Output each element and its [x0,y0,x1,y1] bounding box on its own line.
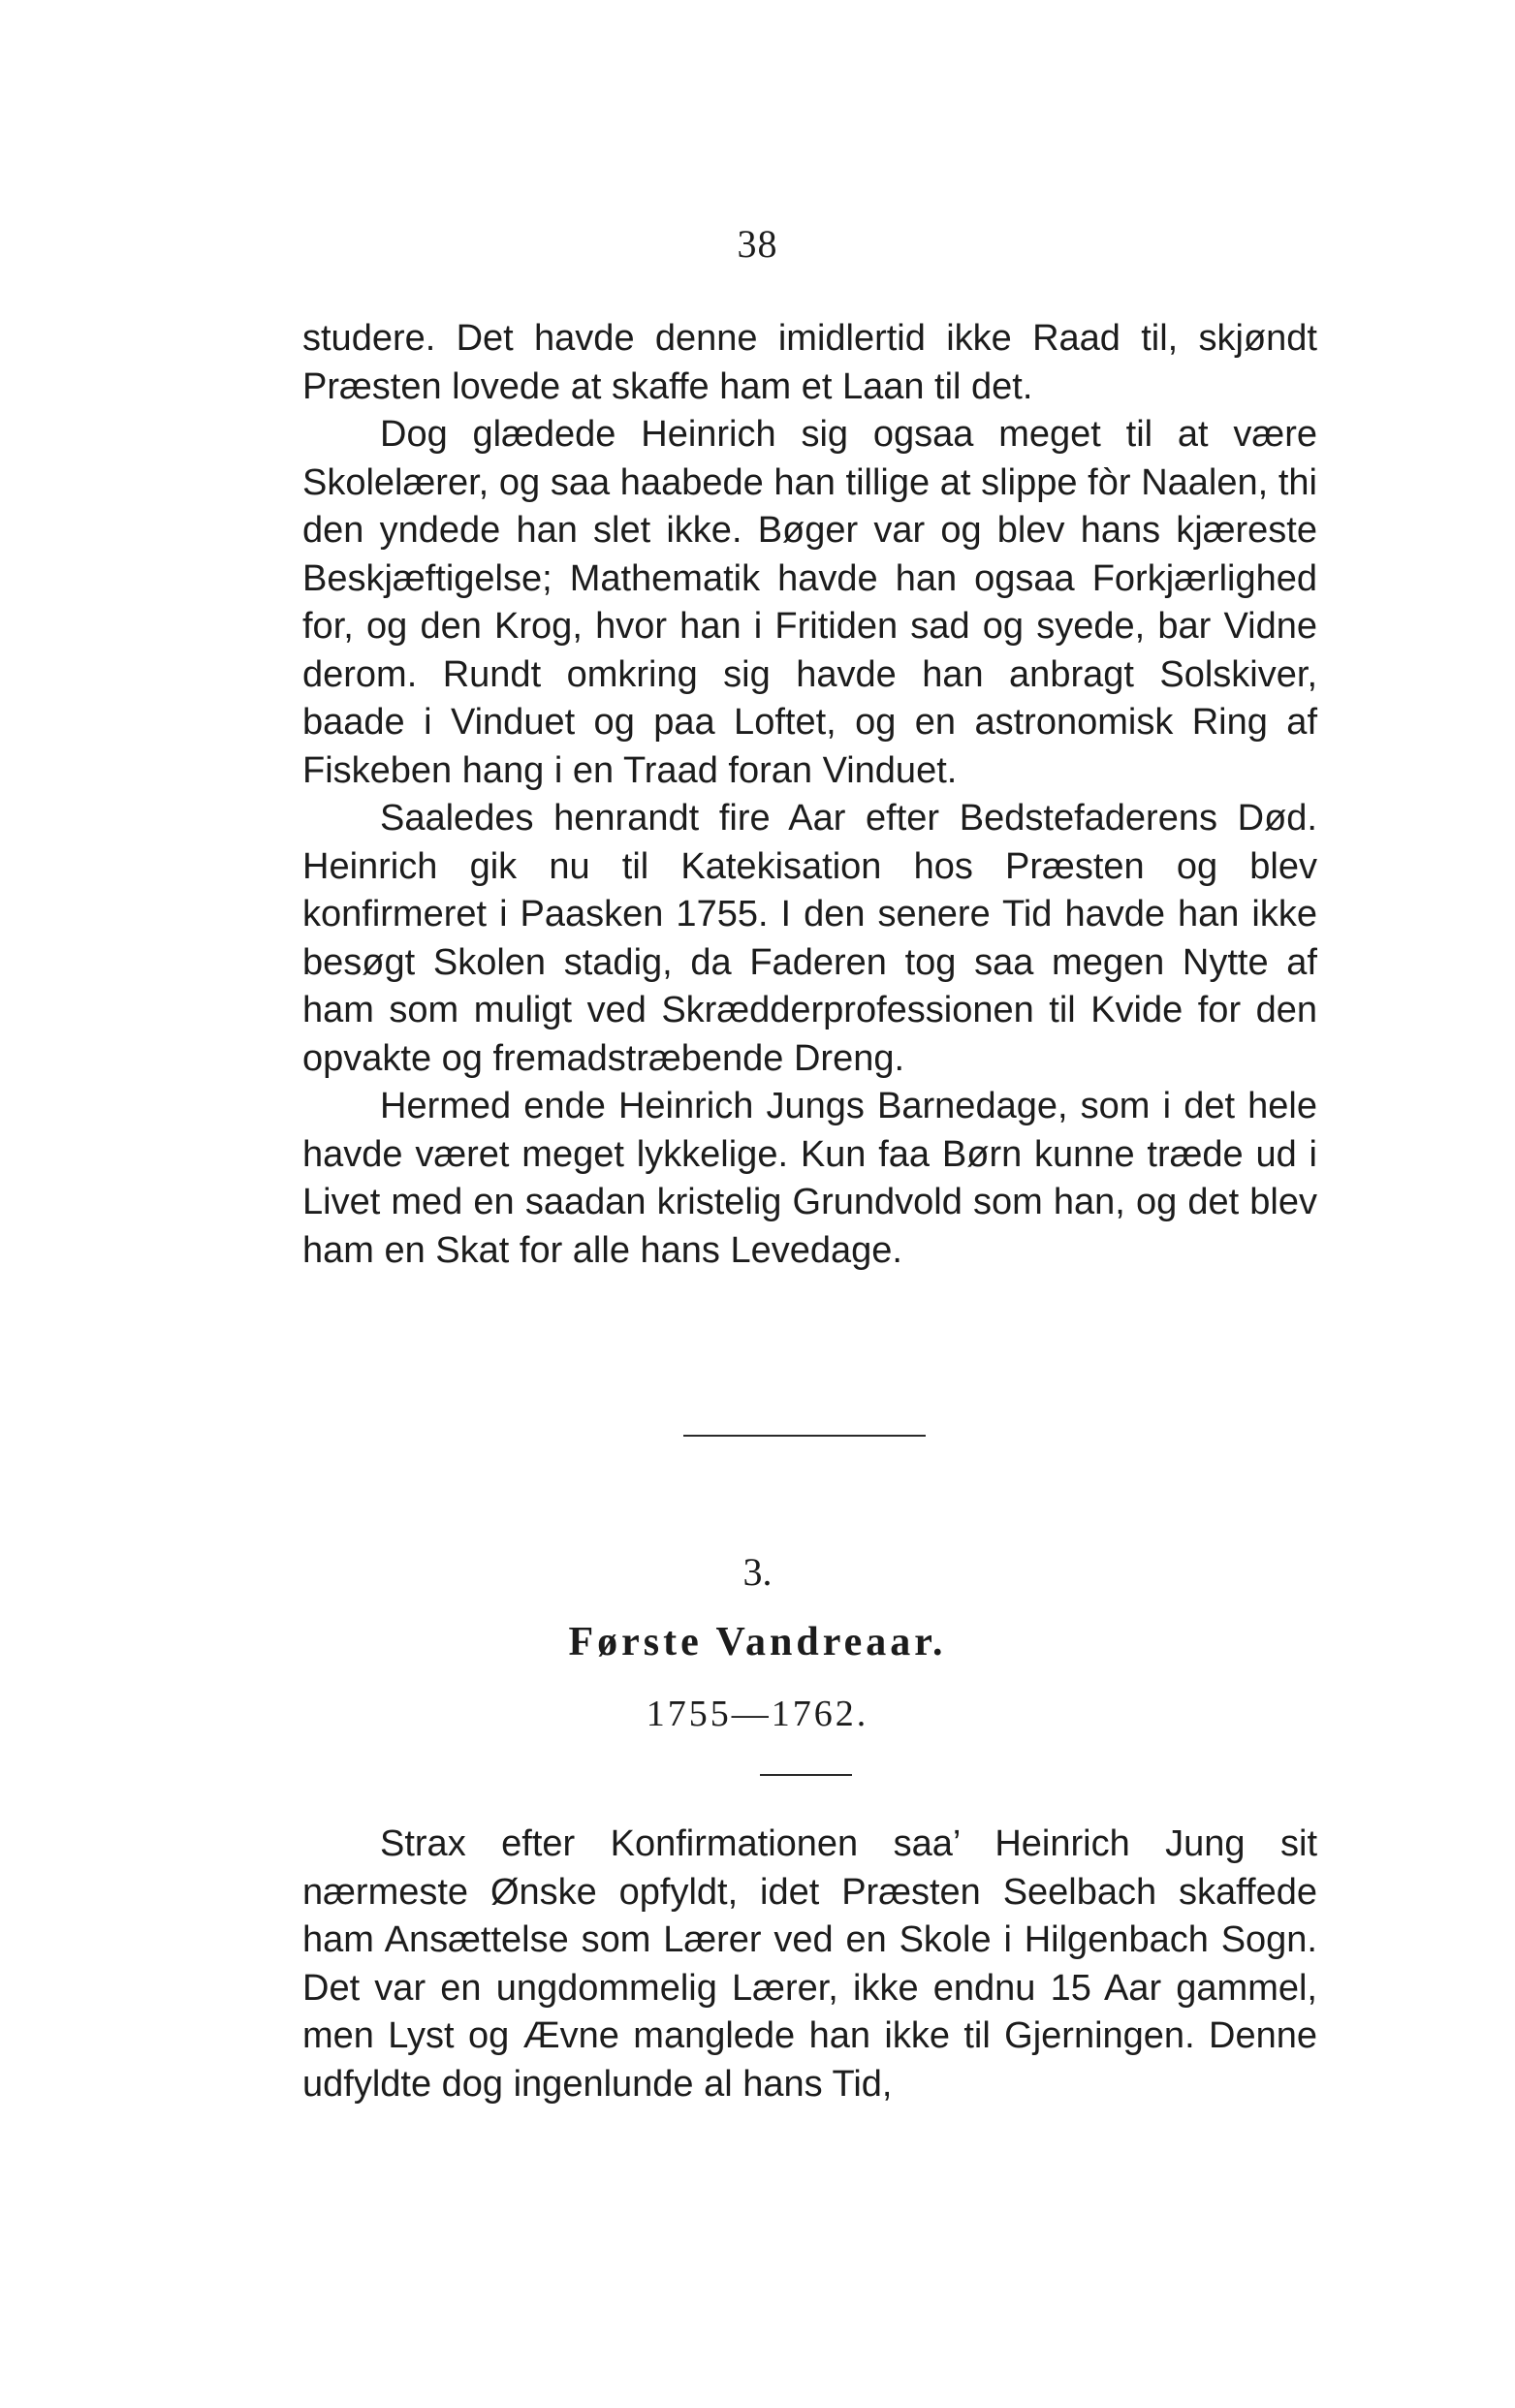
page-number: 38 [737,222,778,266]
chapter-title: Første Vandreaar. [568,1620,947,1664]
paragraph: studere. Det havde denne imidlertid ikke Raad til, skjøndt Præsten lovede at skaffe ham et Laan til det. [302,318,1317,407]
paragraph: Strax efter Konfirmationen saa’ Heinrich Jung sit nærmeste Ønske opfyldt, idet Præsten Seelbach skaffede ham Ansættelse som Lærer ved en Skole i Hilgenbach Sogn. Det var en ungdommelig Lærer, ikke endnu 15 Aar gammel, men Lyst og Ævne manglede han ikke til Gjerningen. Denne udfyldte dog ingenlunde al hans Tid, [302,1823,1317,2105]
paragraph: Saaledes henrandt fire Aar efter Bedstefaderens Død. Heinrich gik nu til Katekisation hos Præsten og blev konfirmeret i Paasken 1755. I den senere Tid havde han ikke besøgt Skolen stadig, da Faderen tog saa megen Nytte af ham som muligt ved Skrædderprofessionen til Kvide for den opvakte og fremadstræbende Dreng. [302,798,1317,1079]
section-divider [683,1435,926,1437]
chapter-years: 1755—1762. [646,1694,869,1734]
chapter-number: 3. [742,1550,773,1594]
paragraph: Hermed ende Heinrich Jungs Barnedage, som i det hele havde været meget lykkelige. Kun faa Børn kunne træde ud i Livet med en saadan kristelig Grundvold som han, og det blev ham en Skat for alle hans Levedage. [302,1086,1317,1271]
paragraph: Dog glædede Heinrich sig ogsaa meget til at være Skolelærer, og saa haabede han tillige at slippe fòr Naalen, thi den yndede han slet ikke. Bøger var og blev hans kjæreste Beskjæftigelse; Mathematik havde han ogsaa Forkjærlighed for, og den Krog, hvor han i Fritiden sad og syede, bar Vidne derom. Rundt omkring sig havde han anbragt Solskiver, baade i Vinduet og paa Loftet, og en astronomisk Ring af Fiskeben hang i en Traad foran Vinduet. [302,414,1317,791]
section-end-text [302,315,1317,1275]
chapter-divider [760,1774,852,1776]
chapter-text [302,1821,1317,2108]
